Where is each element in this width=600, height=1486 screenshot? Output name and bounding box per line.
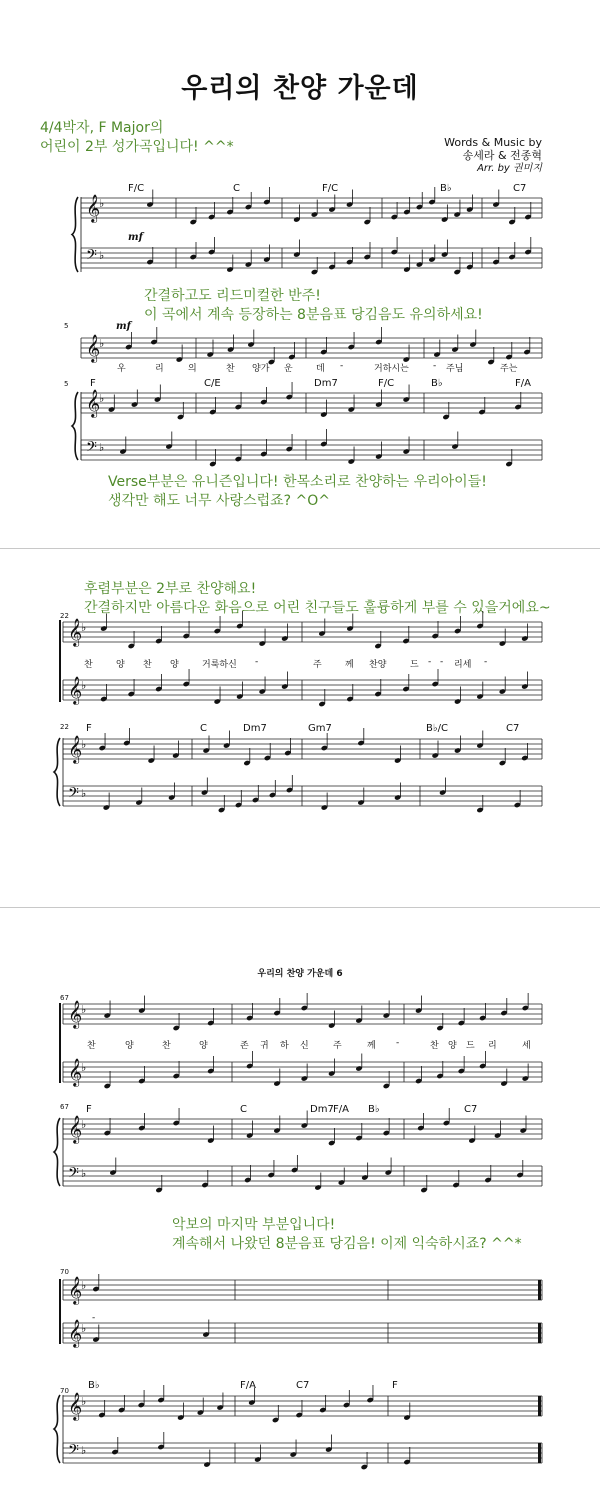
- chorus-note-line-2: 간결하지만 아름다운 화음으로 어린 친구들도 훌륭하게 부를 수 있을거에요~: [84, 600, 551, 616]
- flat-key-signature: ♭: [81, 1395, 87, 1408]
- treble-clef: 𝄞: [68, 1000, 83, 1028]
- chord-symbol: C: [240, 1104, 247, 1115]
- bass-clef: 𝄢: [68, 1165, 79, 1185]
- lyric-syllable: -: [396, 1038, 400, 1048]
- lyric-syllable: 세: [522, 1041, 531, 1051]
- piano-brace: [54, 738, 60, 806]
- flat-key-signature: ♭: [81, 787, 87, 800]
- chord-symbol: F: [86, 723, 92, 734]
- lyric-syllable: 리: [488, 1041, 497, 1051]
- lyric-syllable: -: [484, 657, 488, 667]
- lyric-syllable: 드: [466, 1041, 475, 1051]
- lyric-syllable: 귀: [260, 1041, 269, 1051]
- treble-clef: 𝄞: [68, 1319, 83, 1347]
- lyric-syllable: 양: [199, 1041, 208, 1051]
- chord-symbol: C7: [513, 183, 527, 194]
- verse-note-line-2: 생각만 해도 너무 사랑스럽죠? ^O^: [108, 493, 330, 509]
- flat-key-signature: ♭: [81, 1061, 87, 1074]
- flat-key-signature: ♭: [81, 1003, 87, 1016]
- final-barline: [538, 1443, 541, 1463]
- lyric-syllable: 찬: [143, 660, 152, 670]
- lyric-syllable: 양: [116, 660, 125, 670]
- flat-key-signature: ♭: [81, 1167, 87, 1180]
- lyric-syllable: 거룩하신: [202, 660, 237, 670]
- verse-note-line-1: Verse부분은 유니즌입니다! 한목소리로 찬양하는 우리아이들!: [108, 474, 487, 490]
- chord-symbol: F/A: [240, 1380, 256, 1391]
- piano-brace: [54, 1395, 60, 1463]
- chord-symbol: F: [86, 1104, 92, 1115]
- chord-symbol: F: [392, 1380, 398, 1391]
- accompaniment-note-line-2: 이 곡에서 계속 등장하는 8분음표 당김음도 유의하세요!: [144, 307, 483, 323]
- chord-symbol: C7: [506, 723, 520, 734]
- lyric-syllable: 리세: [454, 660, 472, 670]
- lyric-syllable: 찬: [430, 1041, 439, 1051]
- chord-symbol: B♭: [431, 378, 443, 389]
- piano-brace: [72, 392, 78, 460]
- lyric-syllable: 찬양: [369, 660, 387, 670]
- chord-symbol: C/E: [204, 378, 221, 389]
- measure-number: 70: [60, 1268, 69, 1276]
- chord-symbol: B♭: [368, 1104, 380, 1115]
- chord-symbol: Dm7: [310, 1104, 334, 1115]
- lyric-syllable: -: [255, 657, 259, 667]
- chord-symbol: C7: [296, 1380, 310, 1391]
- lyric-syllable: 주: [313, 660, 322, 670]
- flat-key-signature: ♭: [81, 679, 87, 692]
- piano-brace: [72, 197, 78, 272]
- dynamic-marking: mf: [128, 232, 143, 243]
- lyric-syllable: -: [433, 361, 437, 371]
- accompaniment-note-line-1: 간결하고도 리드미컬한 반주!: [144, 288, 321, 304]
- flat-key-signature: ♭: [99, 392, 105, 405]
- final-barline: [538, 1396, 541, 1416]
- chord-symbol: Dm7: [243, 723, 267, 734]
- flat-key-signature: ♭: [81, 1444, 87, 1457]
- measure-number: 70: [60, 1387, 69, 1395]
- treble-clef: 𝄞: [86, 389, 101, 417]
- treble-clef: 𝄞: [68, 618, 83, 646]
- lyric-syllable: 양: [170, 660, 179, 670]
- intro-note-line-2: 어린이 2부 성가곡입니다! ^^*: [40, 139, 234, 155]
- lyric-syllable: 찬: [87, 1041, 96, 1051]
- treble-clef: 𝄞: [68, 1115, 83, 1143]
- ending-note-line-2: 계속해서 나왔던 8분음표 당김음! 이제 익숙하시죠? ^^*: [172, 1236, 522, 1252]
- chord-symbol: F/C: [378, 378, 395, 389]
- chord-symbol: F/C: [128, 183, 145, 194]
- lyric-syllable: 찬: [162, 1041, 171, 1051]
- lyric-syllable: -: [340, 361, 344, 371]
- measure-number: 5: [64, 322, 69, 330]
- bass-clef: 𝄢: [68, 1442, 79, 1462]
- chord-symbol: B♭: [440, 183, 452, 194]
- chord-symbol: F/A: [515, 378, 531, 389]
- chord-symbol: F: [90, 378, 96, 389]
- lyric-syllable: 신: [300, 1041, 309, 1051]
- ending-note-line-1: 악보의 마지막 부분입니다!: [172, 1217, 336, 1233]
- lyric-syllable: 데: [316, 364, 325, 374]
- treble-clef: 𝄞: [68, 1276, 83, 1304]
- flat-key-signature: ♭: [99, 441, 105, 454]
- treble-clef: 𝄞: [68, 735, 83, 763]
- measure-number: 22: [60, 612, 69, 620]
- piano-brace: [54, 1118, 60, 1186]
- lyric-syllable: 운: [284, 364, 293, 374]
- credits-arranger: Arr. by 권미지: [477, 163, 542, 174]
- lyric-syllable: 찬: [84, 660, 93, 670]
- flat-key-signature: ♭: [81, 738, 87, 751]
- lyric-syllable: 존: [240, 1041, 249, 1051]
- lyric-syllable: 주는: [500, 364, 518, 374]
- lyric-syllable: 양: [448, 1041, 457, 1051]
- treble-clef: 𝄞: [68, 676, 83, 704]
- flat-key-signature: ♭: [81, 621, 87, 634]
- flat-key-signature: ♭: [81, 1118, 87, 1131]
- bass-clef: 𝄢: [86, 247, 97, 267]
- flat-key-signature: ♭: [99, 197, 105, 210]
- treble-clef: 𝄞: [86, 194, 101, 222]
- lyric-syllable: 주님: [446, 364, 464, 374]
- chord-symbol: C: [233, 183, 240, 194]
- treble-clef: 𝄞: [68, 1392, 83, 1420]
- chord-symbol: B♭: [88, 1380, 100, 1391]
- flat-key-signature: ♭: [81, 1322, 87, 1335]
- bass-clef: 𝄢: [68, 785, 79, 805]
- treble-clef: 𝄞: [86, 334, 101, 362]
- chord-symbol: C: [200, 723, 207, 734]
- final-barline: [538, 1323, 541, 1343]
- page-title: 우리의 찬양 가운데: [181, 73, 419, 104]
- chord-symbol: Gm7: [308, 723, 332, 734]
- intro-note-line-1: 4/4박자, F Major의: [40, 120, 164, 136]
- lyric-syllable: -: [440, 657, 444, 667]
- lyric-syllable: -: [92, 1313, 96, 1323]
- flat-key-signature: ♭: [99, 249, 105, 262]
- flat-key-signature: ♭: [81, 1279, 87, 1292]
- chord-symbol: F/C: [322, 183, 339, 194]
- page-header: 우리의 찬양 가운데 6: [257, 969, 343, 979]
- measure-number: 22: [60, 723, 69, 731]
- lyric-syllable: 하: [280, 1041, 289, 1051]
- lyric-syllable: 양가: [252, 364, 270, 374]
- lyric-syllable: -: [428, 657, 432, 667]
- lyric-syllable: 께: [345, 660, 354, 670]
- treble-clef: 𝄞: [68, 1058, 83, 1086]
- dynamic-marking: mf: [116, 321, 131, 332]
- credits-composers: 송세라 & 전종혁: [462, 149, 542, 162]
- lyric-syllable: 거하시는: [374, 364, 409, 374]
- flat-key-signature: ♭: [99, 337, 105, 350]
- lyric-syllable: 양: [125, 1041, 134, 1051]
- credits-words-music: Words & Music by: [444, 136, 542, 149]
- measure-number: 67: [60, 1103, 69, 1111]
- bass-clef: 𝄢: [86, 439, 97, 459]
- lyric-syllable: 주: [333, 1041, 342, 1051]
- lyric-syllable: 께: [367, 1041, 376, 1051]
- lyric-syllable: 드: [410, 660, 419, 670]
- lyric-syllable: 찬: [226, 364, 235, 374]
- chord-symbol: C7: [464, 1104, 478, 1115]
- chorus-note-line-1: 후렴부분은 2부로 찬양해요!: [84, 581, 257, 597]
- final-barline: [538, 1280, 541, 1300]
- chord-symbol: Dm7: [314, 378, 338, 389]
- measure-number: 5: [64, 380, 69, 388]
- lyric-syllable: 의: [188, 364, 197, 374]
- chord-symbol: B♭/C: [426, 723, 448, 734]
- lyric-syllable: 우: [117, 364, 126, 374]
- chord-symbol: F/A: [333, 1104, 349, 1115]
- measure-number: 67: [60, 994, 69, 1002]
- lyric-syllable: 리: [155, 364, 164, 374]
